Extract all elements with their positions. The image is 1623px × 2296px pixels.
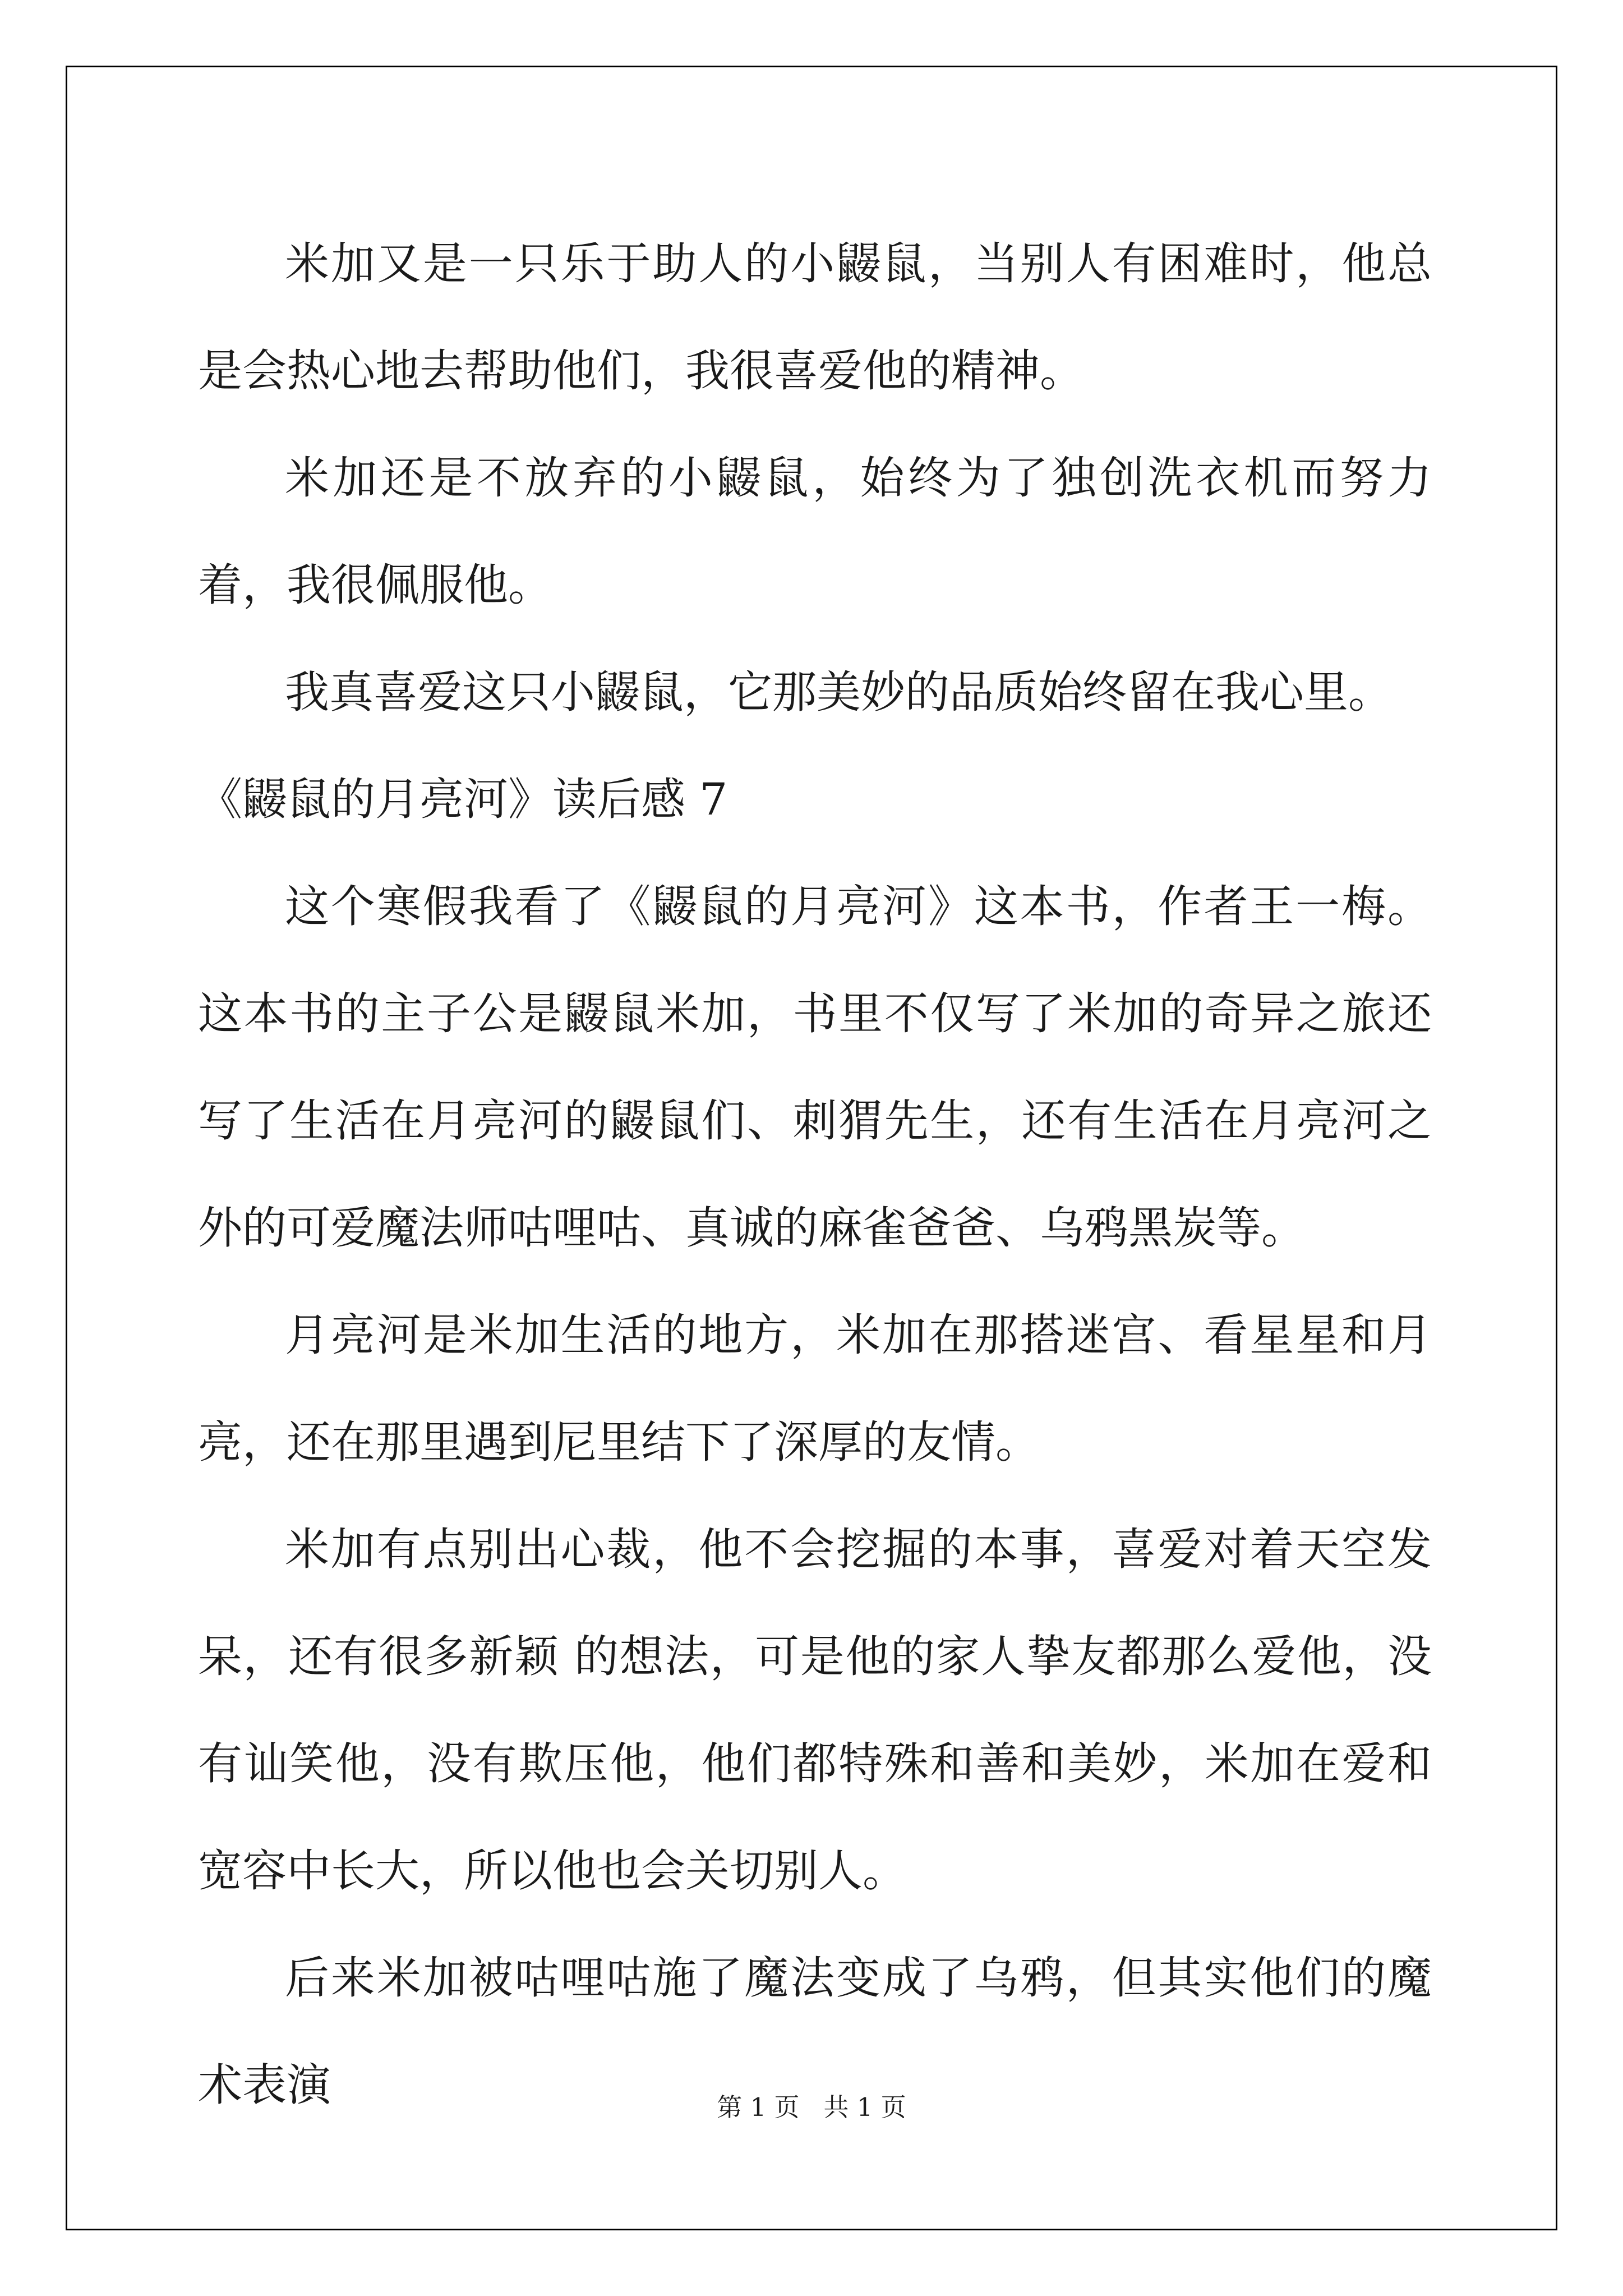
document-body	[198, 210, 1432, 2139]
paragraph: 米加还是不放弃的小鼹鼠，始终为了独创洗衣机而努力着，我很佩服他。	[198, 452, 1432, 611]
paragraph: 这个寒假我看了《鼹鼠的月亮河》这本书，作者王一梅。这本书的主子公是鼹鼠米加，书里不仅写了米加的奇异之旅还写了生活在月亮河的鼹鼠们、刺猬先生，还有生活在月亮河之外的可爱魔法师咕哩咕、真诚的麻雀爸爸、乌鸦黑炭等。	[198, 881, 1432, 1254]
paragraph: 米加有点别出心裁，他不会挖掘的本事，喜爱对着天空发呆，还有很多新颖 的想法，可是他的家人挚友都那么爱他，没有讪笑他，没有欺压他，他们都特殊和善和美妙，米加在爱和宽容中长大，所以他也会关切别人。	[198, 1524, 1432, 1897]
paragraph: 我真喜爱这只小鼹鼠，它那美妙的品质始终留在我心里。	[285, 666, 1393, 718]
paragraph: 后来米加被咕哩咕施了魔法变成了乌鸦，但其实他们的魔术表演	[198, 1952, 1432, 2111]
paragraph: 月亮河是米加生活的地方，米加在那搭迷宫、看星星和月亮，还在那里遇到尼里结下了深厚的友情。	[198, 1309, 1432, 1468]
paragraph: 米加又是一只乐于助人的小鼹鼠，当别人有困难时，他总是会热心地去帮助他们，我很喜爱他的精神。	[198, 238, 1432, 397]
section-heading: 《鼹鼠的月亮河》读后感 7	[198, 774, 728, 825]
page-footer: 第 1 页 共 1 页	[717, 2092, 906, 2122]
